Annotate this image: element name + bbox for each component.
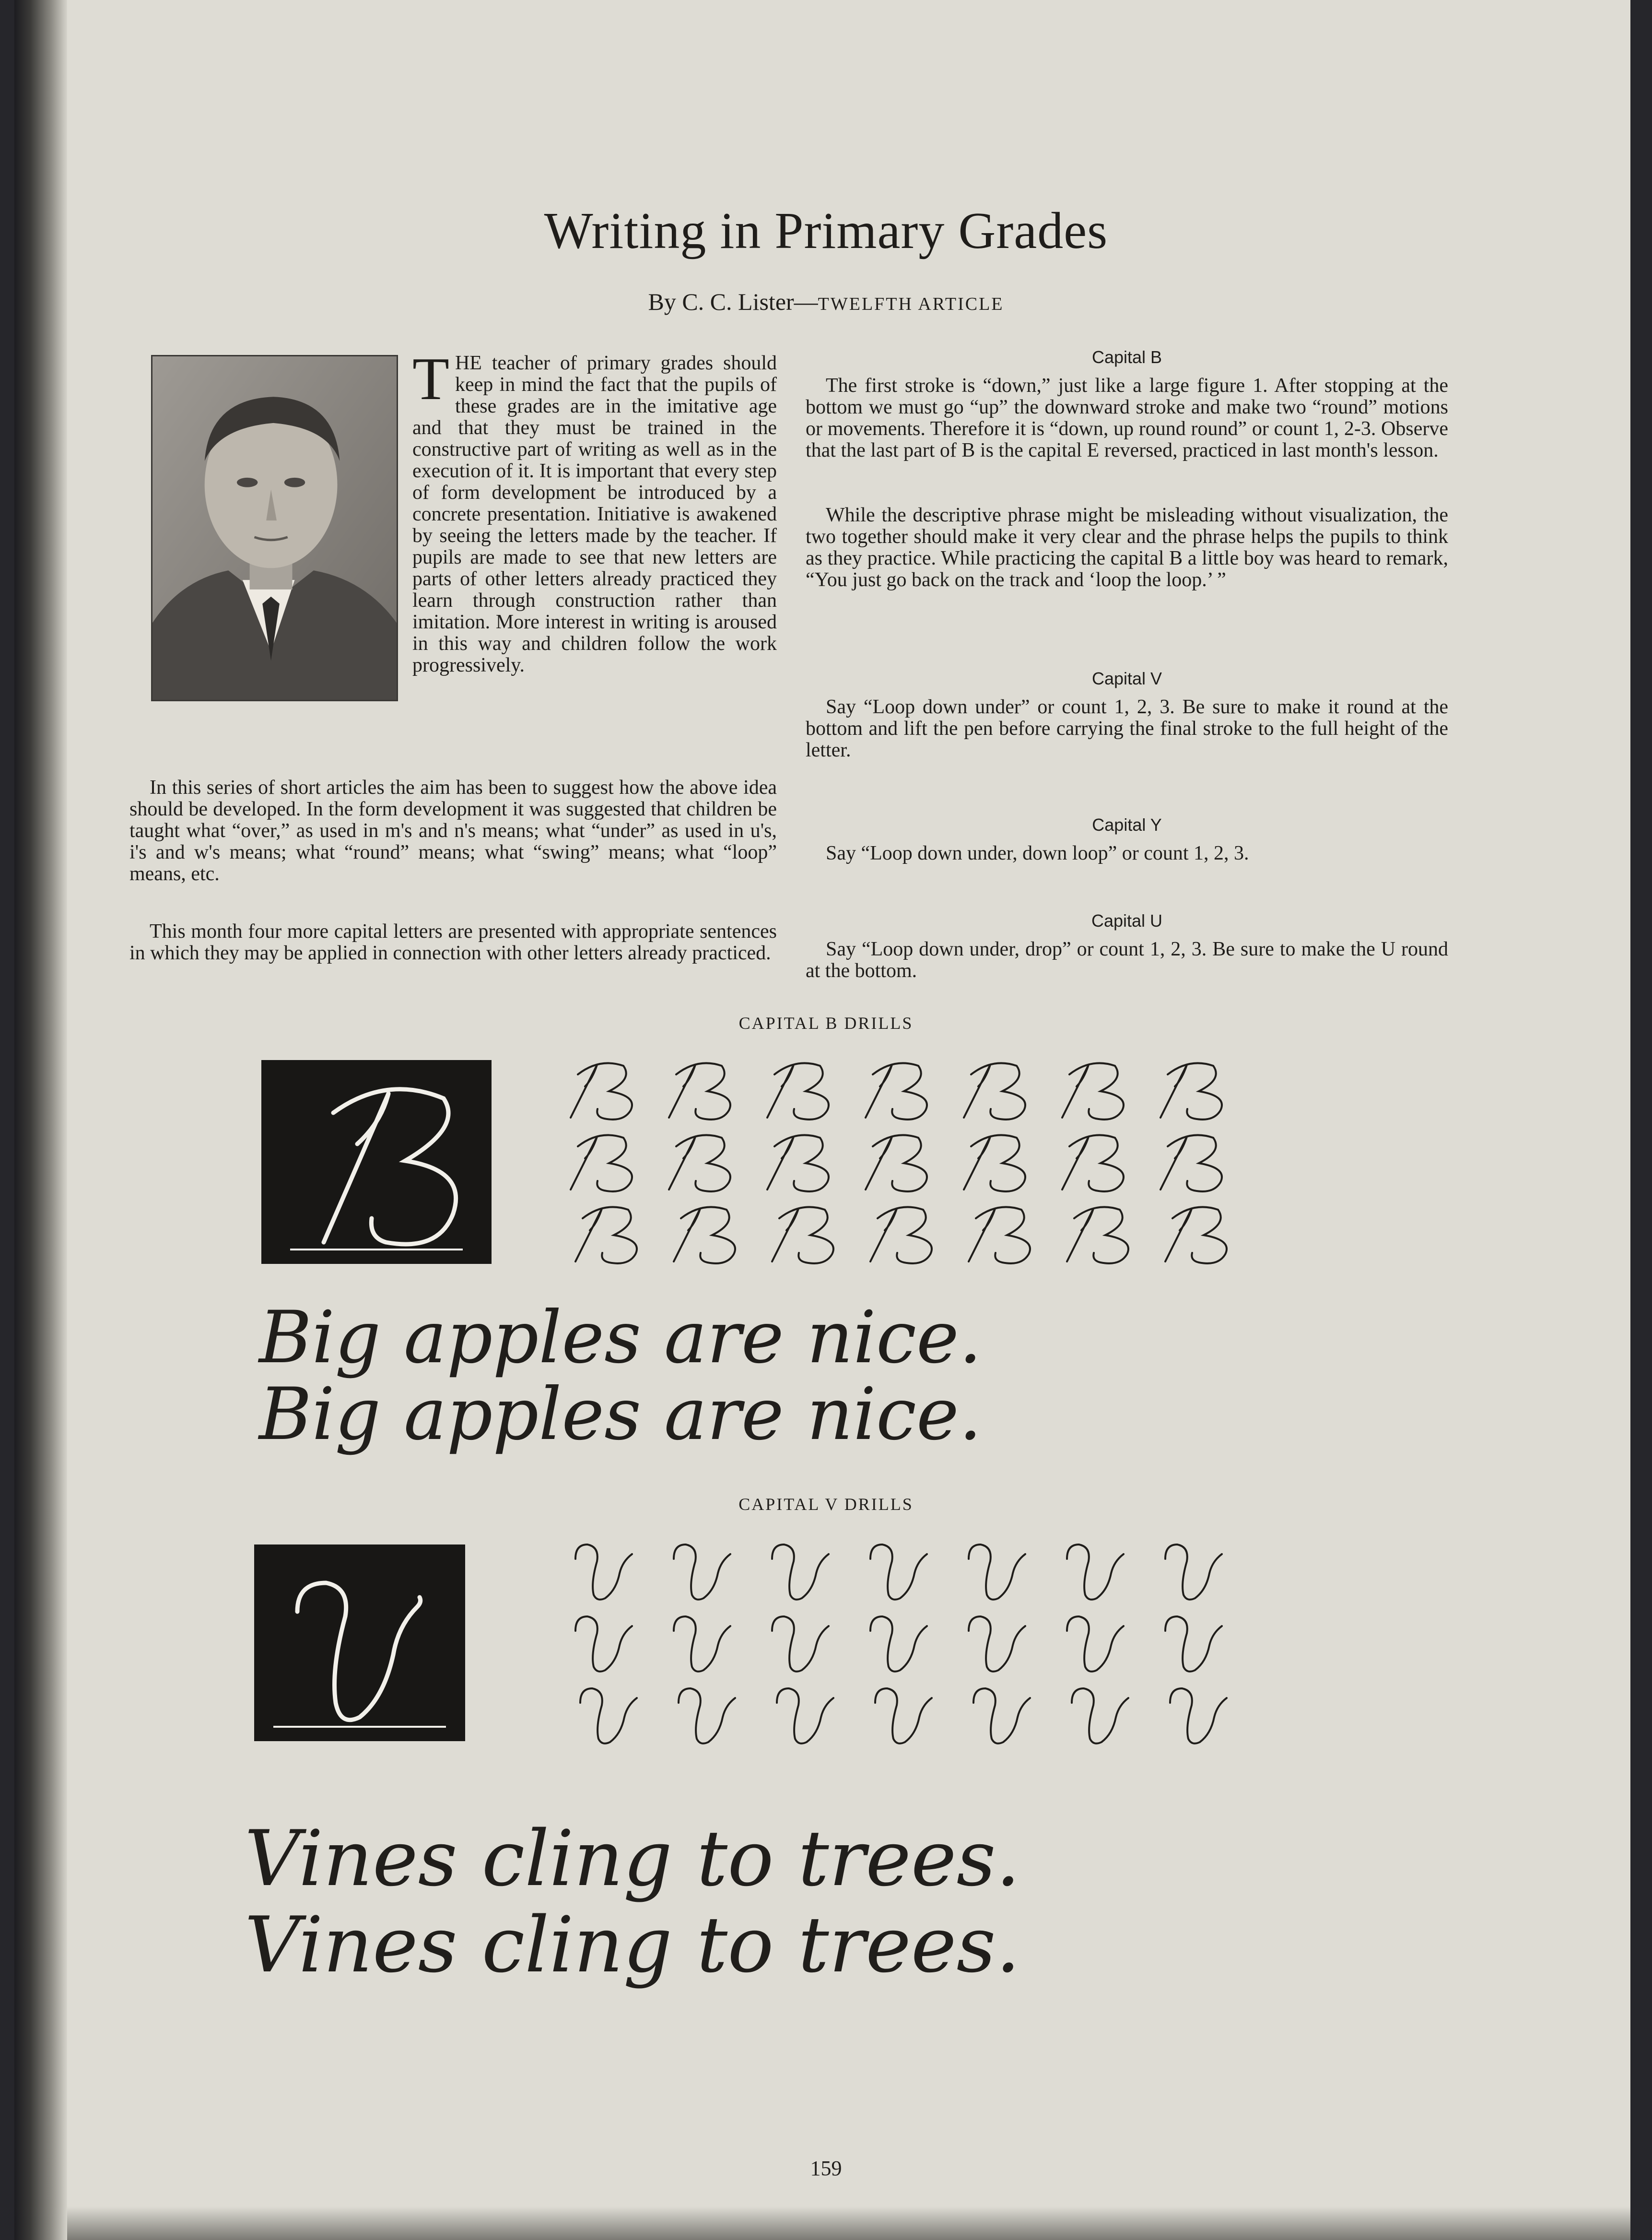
capital-b-drill-glyph (571, 1063, 632, 1119)
article-title: Writing in Primary Grades (544, 202, 1108, 259)
drop-cap: T (412, 346, 449, 413)
capital-v-drill-glyph (1067, 1544, 1124, 1600)
capital-v-drill-glyph (870, 1616, 927, 1672)
capital-v-drill-glyph (1170, 1688, 1227, 1744)
capital-v-drill-glyph (679, 1688, 735, 1744)
capital-b-drill-glyph (772, 1207, 833, 1263)
capital-b-drill-glyph (767, 1063, 829, 1119)
page-number: 159 (810, 2157, 842, 2180)
capital-b-drill-glyph (1067, 1207, 1128, 1263)
capital-v-model-box (254, 1544, 465, 1741)
capital-v-drill-glyph (870, 1544, 927, 1600)
svg-text:Big apples are nice.: Big apples are nice. (259, 1373, 982, 1456)
capital-b-drill-glyph (969, 1207, 1030, 1263)
capital-v-drill-grid (561, 1535, 1266, 1751)
capital-b-drill-glyph (1160, 1135, 1222, 1191)
capital-b-drill-glyph (964, 1135, 1025, 1191)
capital-b-drill-glyph (674, 1207, 735, 1263)
capital-v-heading: Capital V (1091, 669, 1162, 688)
capital-b-drill-grid (561, 1055, 1266, 1271)
capital-b-drill-glyph (1160, 1063, 1222, 1119)
capital-b-drill-glyph (1165, 1207, 1227, 1263)
capital-b-drill-glyph (767, 1135, 829, 1191)
capital-v-model-glyph (254, 1544, 465, 1741)
capital-b-model-box (261, 1060, 492, 1264)
capital-b-practice-sentence-script (249, 1290, 1352, 1463)
svg-text:Vines cling to trees.: Vines cling to trees. (245, 1900, 1020, 1990)
byline (0, 288, 1652, 316)
capital-v-drill-glyph (777, 1688, 833, 1744)
capital-b-drill-glyph (669, 1135, 730, 1191)
capital-v-drill-glyph (575, 1544, 632, 1600)
capital-b-drills-caption: CAPITAL B DRILLS (738, 1014, 914, 1033)
capital-b-drill-glyph (866, 1063, 927, 1119)
capital-v-drill-glyph (969, 1616, 1025, 1672)
capital-v-drill-glyph (1072, 1688, 1128, 1744)
capital-u-text: Say “Loop down under, drop” or count 1, 2, 3. Be sure to make the U round at the bottom. (806, 938, 1448, 982)
byline-series: TWELFTH ARTICLE (818, 294, 1004, 314)
capital-b-drill-glyph (669, 1063, 730, 1119)
capital-b-drill-glyph (571, 1135, 632, 1191)
capital-v-drill-glyph (1165, 1544, 1222, 1600)
intro-paragraph-2: In this series of short articles the aim has been to suggest how the above idea should be developed. In the form development it was suggested that children be taught what “over,” as used in m's and n's means; what “under” as used in u's, i's and w's means; what “round” means; what “swing” means; what “loop” means, etc. (129, 777, 777, 885)
capital-y-text: Say “Loop down under, down loop” or count 1, 2, 3. (826, 842, 1249, 864)
binding-gutter (14, 0, 67, 2240)
capital-b-drill-glyph (870, 1207, 932, 1263)
author-portrait (151, 355, 398, 701)
capital-b-heading: Capital B (1091, 347, 1162, 367)
capital-b-drill-glyph (1062, 1135, 1124, 1191)
svg-text:Vines cling to trees.: Vines cling to trees. (245, 1814, 1020, 1903)
intro-paragraph-1: THE teacher of primary grades should keep in mind the fact that the pupils of these grades are in the imitative age and that they must be trained in the constructive part of writing as well as in the execution of it. It is important that every step of form development be introduced by a concrete presentation. Initiative is awakened by seeing the letters made by the teacher. If pupils are made to see that new letters are parts of other letters already practiced they learn through construction rather than imitation. More interest in writing is aroused in this way and children follow the work progressively. (412, 346, 777, 676)
capital-v-drill-glyph (580, 1688, 637, 1744)
page-edge-shadow (67, 2206, 1630, 2240)
intro-paragraph-3: This month four more capital letters are presented with appropriate sentences in which they may be applied in connection with other letters already practiced. (129, 920, 777, 964)
capital-v-drill-glyph (772, 1616, 829, 1672)
byline-dash: — (794, 288, 818, 315)
capital-b-drill-glyph (866, 1135, 927, 1191)
capital-b-text-2: While the descriptive phrase might be misleading without visualization, the two together should make it very clear and the phrase helps the pupils to think as they practice. While practicing the capital B a little boy was heard to remark, “You just go back on the track and ‘loop the loop.’ ” (806, 504, 1448, 591)
capital-v-drill-glyph (1165, 1616, 1222, 1672)
capital-b-drill-glyph (575, 1207, 637, 1263)
capital-v-drill-glyph (674, 1544, 730, 1600)
capital-v-drill-glyph (772, 1544, 829, 1600)
capital-b-drill-glyph (964, 1063, 1025, 1119)
capital-b-drill-glyph (1062, 1063, 1124, 1119)
capital-v-drill-glyph (875, 1688, 932, 1744)
capital-v-drill-glyph (674, 1616, 730, 1672)
capital-v-practice-sentence-script (235, 1804, 1338, 1995)
capital-b-text-1: The first stroke is “down,” just like a large figure 1. After stopping at the bottom we must go “up” the downward stroke and make two “round” motions or movements. Therefore it is “down, up round round” or count 1, 2-3. Observe that the last part of B is the capital E reversed, practiced in last month's lesson. (806, 375, 1448, 461)
svg-text:Big apples are nice.: Big apples are nice. (259, 1296, 982, 1379)
capital-v-drill-glyph (969, 1544, 1025, 1600)
capital-b-model-glyph (261, 1060, 492, 1264)
capital-v-drill-glyph (973, 1688, 1030, 1744)
capital-v-text: Say “Loop down under” or count 1, 2, 3. Be sure to make it round at the bottom and lift the pen before carrying the final stroke to the full height of the letter. (806, 696, 1448, 761)
capital-u-heading: Capital U (1091, 911, 1163, 931)
byline-author: By C. C. Lister (648, 288, 794, 315)
capital-v-drill-glyph (1067, 1616, 1124, 1672)
capital-v-drill-glyph (575, 1616, 632, 1672)
capital-y-heading: Capital Y (1092, 815, 1162, 835)
capital-v-drills-caption: CAPITAL V DRILLS (738, 1495, 914, 1514)
